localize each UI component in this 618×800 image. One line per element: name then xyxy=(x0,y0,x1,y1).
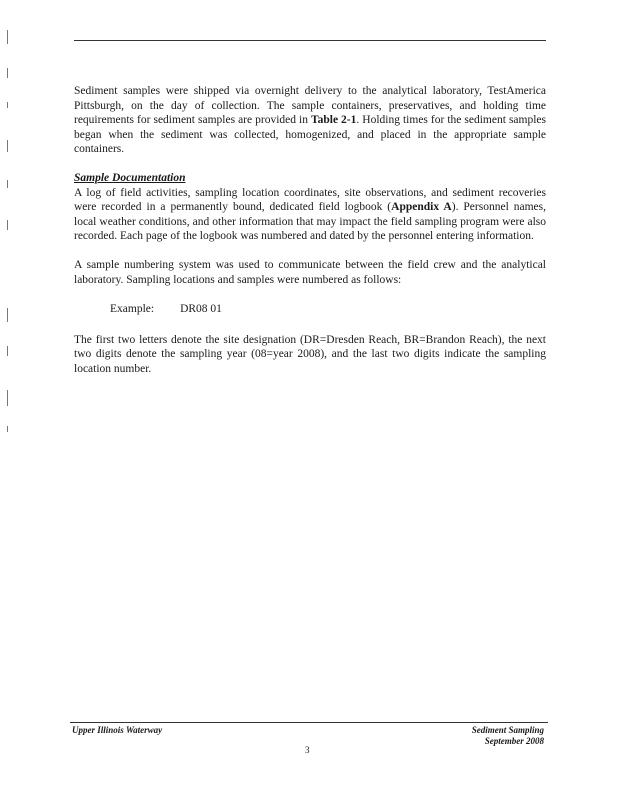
documentation-text-end: ). Personnel names, local weather conditions, and other information that may impact the field sampling program were also recorded. Each page of the logbook was numbered and dated by the personnel entering information. xyxy=(74,201,546,243)
header-rule xyxy=(74,40,546,41)
numbering-paragraph: A sample numbering system was used to communicate between the field crew and the analytical laboratory. Sampling locations and samples were numbered as follows: xyxy=(74,258,546,286)
section-heading: Sample Documentation xyxy=(74,171,186,184)
appendix-reference: Appendix A xyxy=(391,201,452,214)
page-number: 3 xyxy=(305,745,310,755)
scan-edge-marks xyxy=(4,30,14,730)
document-body xyxy=(74,84,546,377)
footer-report-date: September 2008 xyxy=(484,736,544,746)
footer-report-title: Sediment Sampling xyxy=(471,725,544,735)
footer-rule xyxy=(70,722,548,723)
footer-report-info xyxy=(472,725,544,747)
table-reference: Table 2-1 xyxy=(310,114,357,127)
example-value: DR08 01 xyxy=(180,303,222,316)
shipping-paragraph xyxy=(74,84,546,157)
shipping-text: Sediment samples were shipped via overnight delivery to the analytical laboratory, TestAmerica Pittsburgh, on the day of collection. The sample containers, preservatives, and holding time requirements for sediment samples are provided in xyxy=(74,85,546,127)
example-line xyxy=(74,302,546,317)
documentation-text: A log of field activities, sampling location coordinates, site observations, and sediment recoveries were recorded in a permanently bound, dedicated field logbook ( xyxy=(74,186,546,214)
footer-project-name: Upper Illinois Waterway xyxy=(72,725,163,735)
example-label: Example: xyxy=(110,303,155,316)
documentation-paragraph xyxy=(74,186,546,244)
shipping-text-end: . Holding times for the sediment samples began when the sediment was collected, homogenized, and placed in the appropriate sample containers. xyxy=(74,114,546,156)
designation-paragraph: The first two letters denote the site designation (DR=Dresden Reach, BR=Brandon Reach), the next two digits denote the sampling year (08=year 2008), and the last two digits indicate the sampling location number. xyxy=(74,333,546,375)
